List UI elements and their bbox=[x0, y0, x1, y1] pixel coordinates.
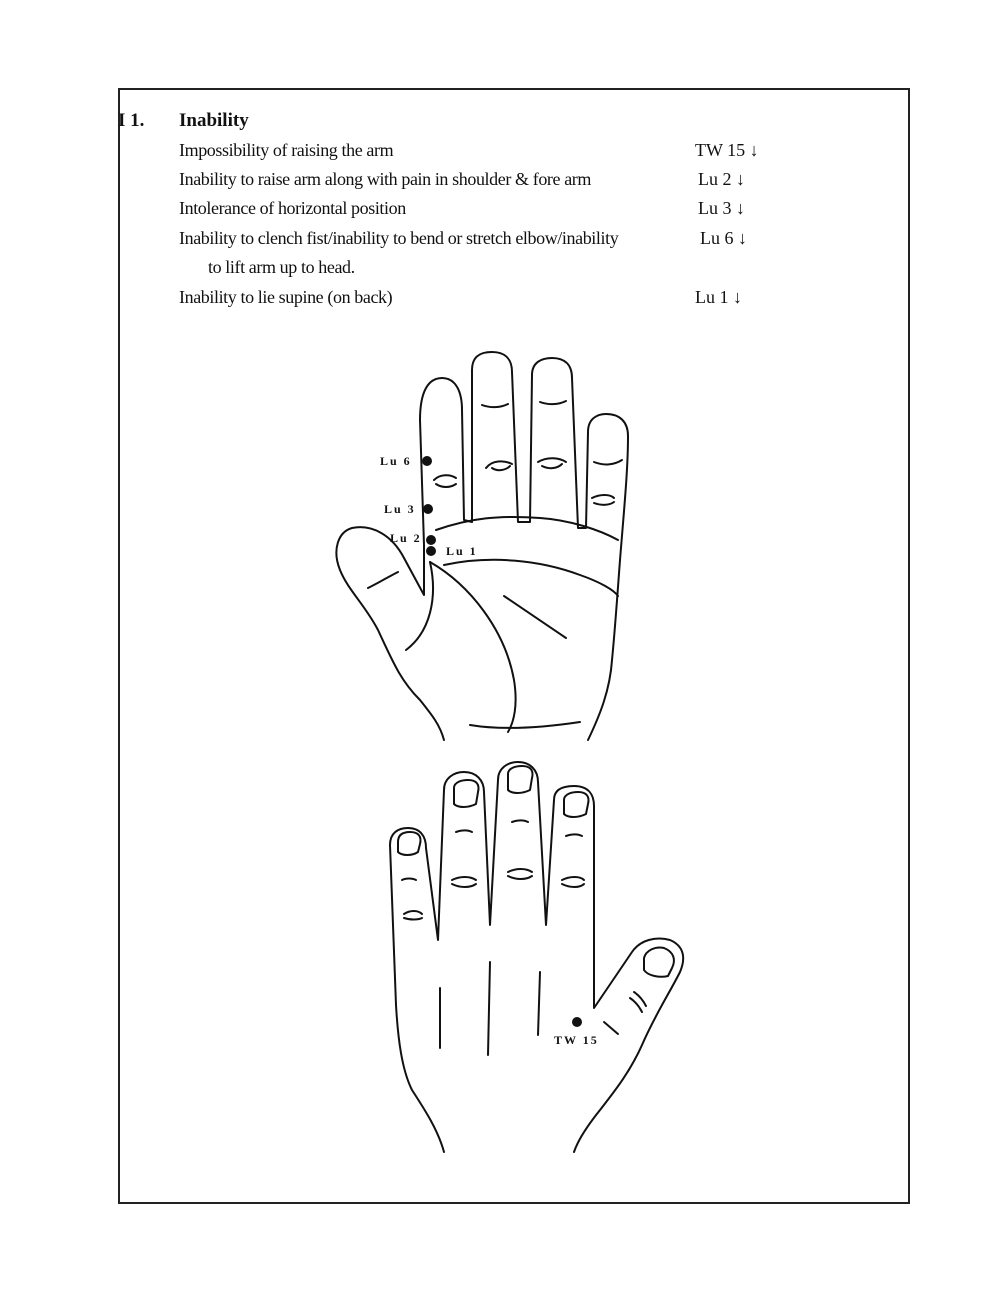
symptom-text: Impossibility of raising the arm bbox=[179, 140, 394, 160]
label-tw15: TW 15 bbox=[554, 1033, 599, 1047]
point-lu2 bbox=[426, 535, 436, 545]
symptom-text-continuation: to lift arm up to head. bbox=[208, 257, 355, 277]
knuckle-crease bbox=[562, 877, 584, 880]
finger-crease bbox=[592, 495, 614, 498]
palm-line bbox=[444, 560, 618, 596]
knuckle-crease bbox=[456, 831, 472, 833]
finger-crease bbox=[594, 502, 614, 505]
tendon-line bbox=[604, 1022, 618, 1034]
knuckle-crease bbox=[562, 884, 584, 887]
symptom-text: Inability to clench fist/inability to bend or stretch elbow/inability bbox=[179, 228, 619, 248]
point-tw15 bbox=[572, 1017, 582, 1027]
knuckle-crease bbox=[402, 879, 416, 881]
knuckle-crease bbox=[566, 835, 582, 837]
finger-crease bbox=[492, 466, 510, 470]
knuckle-crease bbox=[630, 998, 642, 1012]
tendon-line bbox=[488, 962, 490, 1055]
section-title: Inability bbox=[179, 110, 249, 131]
nail bbox=[644, 947, 674, 976]
knuckle-crease bbox=[452, 877, 476, 880]
finger-crease bbox=[434, 475, 456, 480]
point-label: Lu 2 ↓ bbox=[698, 169, 745, 189]
point-label: Lu 6 ↓ bbox=[700, 228, 747, 248]
finger-crease bbox=[542, 464, 562, 468]
nail bbox=[398, 832, 421, 855]
knuckle-crease bbox=[508, 869, 532, 872]
point-label: TW 15 ↓ bbox=[695, 140, 759, 160]
symptom-text: Inability to raise arm along with pain in shoulder & fore arm bbox=[179, 169, 591, 189]
tendon-line bbox=[538, 972, 540, 1035]
symptom-text: Intolerance of horizontal position bbox=[179, 198, 406, 218]
nail bbox=[508, 766, 533, 793]
palm-hand-illustration bbox=[336, 352, 628, 740]
symptom-text: Inability to lie supine (on back) bbox=[179, 287, 393, 307]
finger-crease bbox=[482, 404, 508, 407]
wrist-crease bbox=[470, 722, 580, 728]
label-lu3: Lu 3 bbox=[384, 502, 416, 516]
knuckle-crease bbox=[512, 821, 528, 823]
palm-line bbox=[406, 562, 433, 650]
point-lu1 bbox=[426, 546, 436, 556]
back-hand-illustration bbox=[390, 762, 683, 1152]
finger-crease bbox=[540, 401, 566, 404]
knuckle-crease bbox=[404, 911, 422, 914]
label-lu2: Lu 2 bbox=[390, 531, 422, 545]
point-label: Lu 3 ↓ bbox=[698, 198, 745, 218]
finger-crease bbox=[538, 458, 566, 462]
nail bbox=[454, 780, 479, 807]
point-lu3 bbox=[423, 504, 433, 514]
palm-outline bbox=[336, 352, 628, 740]
label-lu6: Lu 6 bbox=[380, 454, 412, 468]
palm-line bbox=[430, 562, 516, 732]
section-number: I 1. bbox=[118, 110, 145, 131]
nail bbox=[564, 792, 589, 817]
palm-line bbox=[504, 596, 566, 638]
label-lu1: Lu 1 bbox=[446, 544, 478, 558]
point-label: Lu 1 ↓ bbox=[695, 287, 742, 307]
finger-crease bbox=[436, 484, 456, 487]
thumb-crease bbox=[368, 572, 398, 588]
knuckle-crease bbox=[452, 884, 476, 887]
point-lu6 bbox=[422, 456, 432, 466]
knuckle-crease bbox=[508, 876, 532, 879]
knuckle-crease bbox=[404, 918, 422, 920]
finger-crease bbox=[594, 460, 622, 464]
back-hand-outline bbox=[390, 762, 683, 1152]
